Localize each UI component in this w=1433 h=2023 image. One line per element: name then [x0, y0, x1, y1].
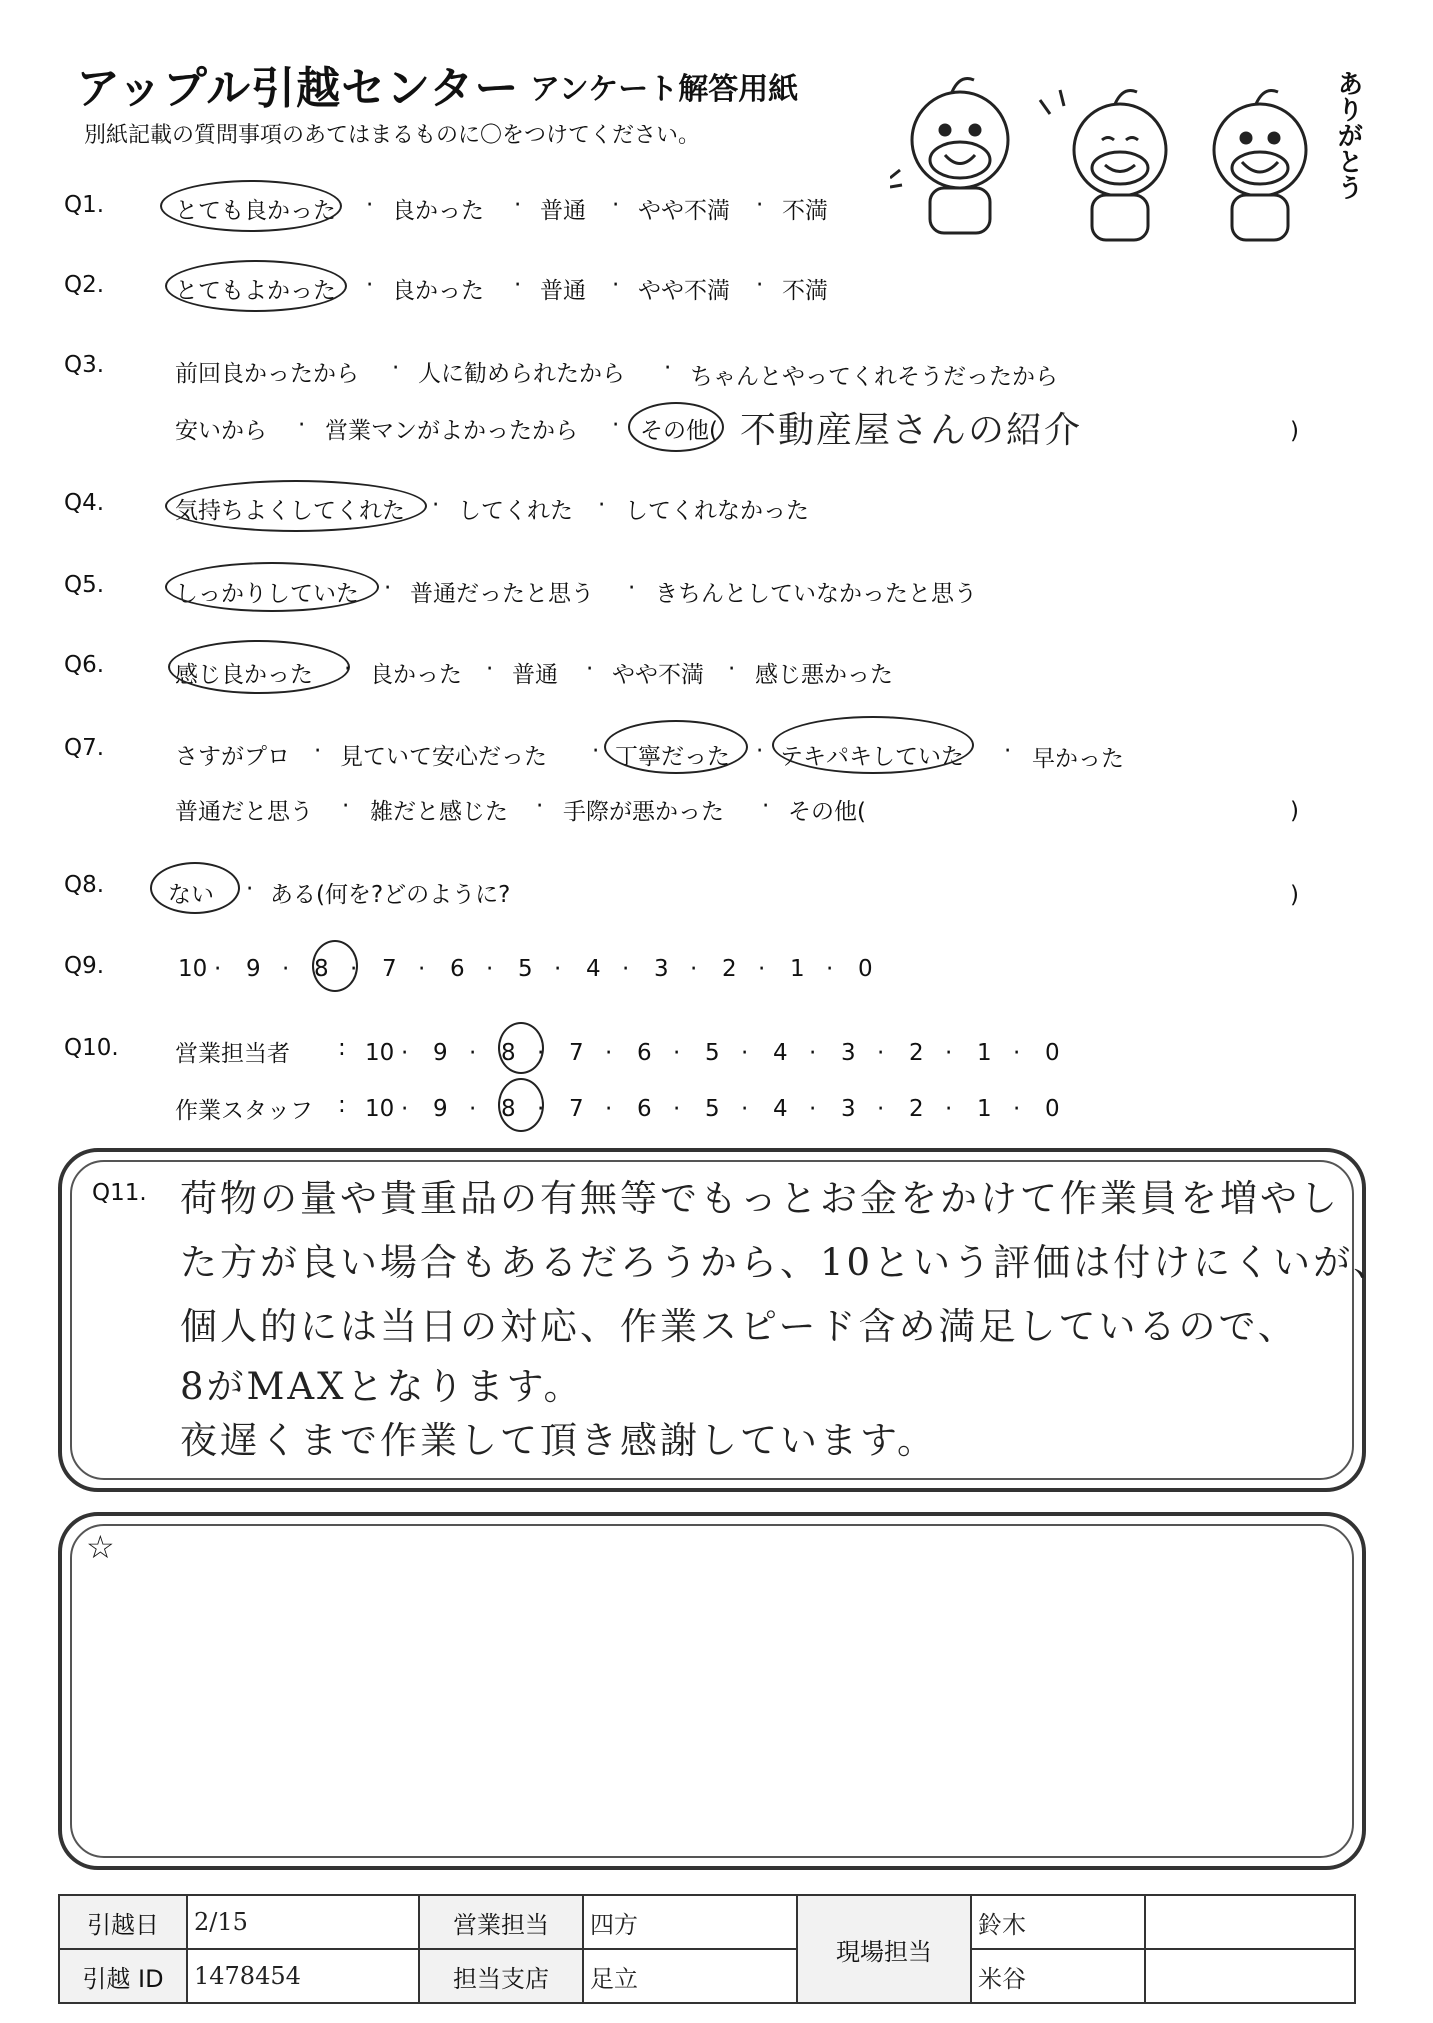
thanks-text: ありがとう	[1333, 70, 1363, 200]
q3-other-answer: 不動産屋さんの紹介	[740, 410, 1083, 451]
scale-separator: ·	[741, 1096, 749, 1122]
q5-label: Q5.	[64, 572, 105, 598]
scale-option[interactable]: 3	[654, 956, 669, 982]
q8-label: Q8.	[64, 872, 105, 898]
scale-separator: ·	[1013, 1040, 1021, 1066]
site-staff-label: 現場担当	[797, 1895, 971, 2003]
option-separator: ·	[342, 793, 350, 819]
scale-separator: ·	[622, 956, 630, 982]
q5-option[interactable]: 普通だったと思う	[410, 581, 594, 607]
scale-option[interactable]: 1	[790, 956, 805, 982]
scale-separator: ·	[469, 1040, 477, 1066]
q11-label: Q11.	[92, 1180, 147, 1206]
q6-option[interactable]: 感じ良かった	[175, 662, 313, 688]
sales-rep-value: 四方	[583, 1895, 797, 1949]
scale-separator: ·	[741, 1040, 749, 1066]
scale-separator: ·	[945, 1040, 953, 1066]
q6-option[interactable]: 良かった	[370, 662, 462, 688]
option-separator: ·	[756, 738, 764, 764]
q7-option[interactable]: 普通だと思う	[175, 799, 313, 825]
option-separator: ·	[486, 656, 494, 682]
option-separator: ·	[628, 575, 636, 601]
move-id-value: 1478454	[187, 1949, 419, 2003]
q3-close-paren: )	[1290, 418, 1299, 444]
site-staff-empty-2	[1145, 1949, 1355, 2003]
sales-rep-label: 営業担当	[419, 1895, 583, 1949]
q9-selection-circle	[312, 940, 358, 992]
q3-option[interactable]: ちゃんとやってくれそうだったから	[690, 364, 1058, 390]
scale-option[interactable]: 6	[450, 956, 465, 982]
scale-option[interactable]: 8	[501, 1096, 516, 1122]
scale-option[interactable]: 6	[637, 1040, 652, 1066]
q9-label: Q9.	[64, 953, 105, 979]
q2-option[interactable]: やや不満	[638, 278, 730, 304]
q4-option[interactable]: してくれなかった	[625, 498, 809, 524]
q3-option[interactable]: 安いから	[175, 418, 267, 444]
q6-option[interactable]: 普通	[512, 662, 558, 688]
scale-separator: ·	[401, 1040, 409, 1066]
scale-option[interactable]: 10	[365, 1096, 395, 1122]
site-staff-empty-1	[1145, 1895, 1355, 1949]
scale-option[interactable]: 0	[858, 956, 873, 982]
mascot-illustration	[890, 60, 1350, 250]
q5-selection-circle	[165, 562, 379, 612]
q11-comment-line: た方が良い場合もあるだろうから、10という評価は付けにくいが、	[180, 1241, 1394, 1284]
scale-separator: ·	[690, 956, 698, 982]
scale-separator: ·	[537, 1096, 545, 1122]
move-date-value: 2/15	[187, 1895, 419, 1949]
scale-separator: ·	[673, 1040, 681, 1066]
scale-separator: ·	[214, 956, 222, 982]
scale-separator: ·	[469, 1096, 477, 1122]
scale-option[interactable]: 7	[382, 956, 397, 982]
scale-option[interactable]: 0	[1045, 1040, 1060, 1066]
option-separator: ·	[612, 272, 620, 298]
instruction-text: 別紙記載の質問事項のあてはまるものに〇をつけてください。	[84, 123, 701, 148]
scale-separator: ·	[673, 1096, 681, 1122]
q7-selection-circle-polite	[604, 720, 748, 774]
option-separator: ·	[592, 738, 600, 764]
q1-option[interactable]: 良かった	[392, 198, 484, 224]
scale-option[interactable]: 3	[841, 1096, 856, 1122]
q10-sales-label: 営業担当者	[175, 1041, 290, 1067]
q5-option[interactable]: きちんとしていなかったと思う	[655, 581, 977, 607]
q4-selection-circle	[165, 480, 427, 532]
q8-close-paren: )	[1290, 882, 1299, 908]
option-separator: ·	[246, 876, 254, 902]
option-separator: ·	[762, 793, 770, 819]
additional-comment-box[interactable]	[58, 1512, 1366, 1870]
scale-option[interactable]: 8	[314, 956, 329, 982]
branch-label: 担当支店	[419, 1949, 583, 2003]
q3-option[interactable]: 前回良かったから	[175, 361, 359, 387]
survey-subtitle: アンケート解答用紙	[530, 72, 799, 107]
scale-option[interactable]: 9	[433, 1096, 448, 1122]
scale-option[interactable]: 2	[909, 1096, 924, 1122]
scale-separator: ·	[537, 1040, 545, 1066]
option-separator: ·	[298, 412, 306, 438]
q7-close-paren: )	[1290, 798, 1299, 824]
scale-separator: ·	[758, 956, 766, 982]
option-separator: ·	[536, 793, 544, 819]
q2-label: Q2.	[64, 272, 105, 298]
q10-staff-label: 作業スタッフ	[175, 1098, 313, 1124]
option-separator: ·	[514, 272, 522, 298]
scale-separator: ·	[1013, 1096, 1021, 1122]
option-separator: ·	[514, 192, 522, 218]
scale-separator: ·	[401, 1096, 409, 1122]
q7-label: Q7.	[64, 735, 105, 761]
q8-option[interactable]: ない	[168, 882, 214, 908]
q3-label: Q3.	[64, 352, 105, 378]
star-icon: ☆	[86, 1528, 115, 1566]
option-separator: ·	[728, 656, 736, 682]
scale-option[interactable]: 6	[637, 1096, 652, 1122]
scale-option[interactable]: 1	[977, 1096, 992, 1122]
scale-option[interactable]: 4	[773, 1040, 788, 1066]
q6-label: Q6.	[64, 652, 105, 678]
option-separator: ·	[392, 355, 400, 381]
q7-option[interactable]: 見ていて安心だった	[340, 744, 547, 770]
q2-option[interactable]: 普通	[540, 278, 586, 304]
q2-selection-circle	[165, 260, 347, 312]
q1-option[interactable]: 不満	[782, 198, 828, 224]
scale-separator: ·	[877, 1040, 885, 1066]
q3-option[interactable]: 営業マンがよかったから	[325, 418, 578, 444]
scale-separator: ·	[809, 1040, 817, 1066]
option-separator: ·	[344, 656, 352, 682]
scale-separator: ·	[605, 1096, 613, 1122]
scale-option[interactable]: 4	[773, 1096, 788, 1122]
option-separator: ·	[612, 412, 620, 438]
scale-option[interactable]: 7	[569, 1040, 584, 1066]
q7-selection-circle-brisk	[772, 716, 974, 774]
scale-option[interactable]: 3	[841, 1040, 856, 1066]
scale-option[interactable]: 9	[246, 956, 261, 982]
scale-separator: ·	[486, 956, 494, 982]
q4-option[interactable]: してくれた	[458, 498, 573, 524]
q2-option[interactable]: 不満	[782, 278, 828, 304]
scale-option[interactable]: 5	[705, 1096, 720, 1122]
site-staff-2: 米谷	[971, 1949, 1145, 2003]
q7-option[interactable]: 丁寧だった	[615, 744, 730, 770]
survey-title: アップル引越センター	[76, 63, 520, 114]
q11-comment-line: 個人的には当日の対応、作業スピード含め満足しているので、	[180, 1305, 1298, 1348]
scale-separator: ·	[282, 956, 290, 982]
move-info-table	[58, 1894, 1356, 2004]
scale-option[interactable]: 8	[501, 1040, 516, 1066]
q7-option[interactable]: 手際が悪かった	[563, 799, 724, 825]
q8-selection-circle	[150, 862, 240, 914]
q3-selection-circle	[628, 402, 724, 452]
option-separator: ·	[586, 656, 594, 682]
scale-option[interactable]: 5	[518, 956, 533, 982]
scale-separator: ·	[418, 956, 426, 982]
q7-option[interactable]: テキパキしていた	[780, 744, 964, 770]
q1-option[interactable]: 普通	[540, 198, 586, 224]
scale-separator: ·	[350, 956, 358, 982]
scale-option[interactable]: 7	[569, 1096, 584, 1122]
q8-option[interactable]: ある(何を?どのように?	[270, 882, 511, 908]
scale-separator: ·	[554, 956, 562, 982]
scale-option[interactable]: 4	[586, 956, 601, 982]
q11-comment-line: 荷物の量や貴重品の有無等でもっとお金をかけて作業員を増やし	[180, 1177, 1340, 1220]
option-separator: ·	[366, 192, 374, 218]
option-separator: ·	[598, 492, 606, 518]
q10-staff-colon: :	[338, 1092, 346, 1118]
scale-separator: ·	[809, 1096, 817, 1122]
option-separator: ·	[612, 192, 620, 218]
q11-comment-line: 夜遅くまで作業して頂き感謝しています。	[180, 1419, 938, 1462]
option-separator: ·	[314, 738, 322, 764]
scale-separator: ·	[605, 1040, 613, 1066]
q4-option[interactable]: 気持ちよくしてくれた	[175, 498, 405, 524]
scale-option[interactable]: 0	[1045, 1096, 1060, 1122]
scale-option[interactable]: 10	[178, 956, 208, 982]
move-id-label: 引越 ID	[59, 1949, 187, 2003]
q6-option[interactable]: 感じ悪かった	[755, 662, 893, 688]
q1-option[interactable]: とても良かった	[175, 198, 336, 224]
q3-option[interactable]: 人に勧められたから	[418, 361, 625, 387]
site-staff-1: 鈴木	[971, 1895, 1145, 1949]
q7-option-other[interactable]: その他(	[788, 799, 866, 825]
scale-option[interactable]: 2	[909, 1040, 924, 1066]
q7-option[interactable]: 早かった	[1032, 746, 1124, 772]
option-separator: ·	[432, 492, 440, 518]
scale-option[interactable]: 2	[722, 956, 737, 982]
option-separator: ·	[384, 575, 392, 601]
q2-option[interactable]: とてもよかった	[175, 278, 336, 304]
option-separator: ·	[756, 272, 764, 298]
option-separator: ·	[756, 192, 764, 218]
q1-selection-circle	[160, 180, 342, 232]
option-separator: ·	[1004, 738, 1012, 764]
scale-option[interactable]: 1	[977, 1040, 992, 1066]
q3-option-other[interactable]: その他(	[640, 418, 718, 444]
option-separator: ·	[664, 355, 672, 381]
q10-label: Q10.	[64, 1035, 119, 1061]
q2-option[interactable]: 良かった	[392, 278, 484, 304]
q7-option[interactable]: 雑だと感じた	[370, 799, 508, 825]
q6-option[interactable]: やや不満	[612, 662, 704, 688]
q4-label: Q4.	[64, 490, 105, 516]
q11-comment-line: 8がMAXとなります。	[180, 1365, 584, 1408]
scale-option[interactable]: 9	[433, 1040, 448, 1066]
q7-option[interactable]: さすがプロ	[175, 744, 290, 770]
move-date-label: 引越日	[59, 1895, 187, 1949]
scale-option[interactable]: 10	[365, 1040, 395, 1066]
scale-separator: ·	[877, 1096, 885, 1122]
q5-option[interactable]: しっかりしていた	[175, 581, 359, 607]
scale-option[interactable]: 5	[705, 1040, 720, 1066]
option-separator: ·	[366, 272, 374, 298]
scale-separator: ·	[826, 956, 834, 982]
q10-sales-colon: :	[338, 1035, 346, 1061]
q10-staff-selection-circle	[498, 1078, 544, 1132]
branch-value: 足立	[583, 1949, 797, 2003]
q1-label: Q1.	[64, 192, 105, 218]
q6-selection-circle	[168, 640, 350, 694]
scale-separator: ·	[945, 1096, 953, 1122]
q10-sales-selection-circle	[498, 1022, 544, 1074]
q1-option[interactable]: やや不満	[638, 198, 730, 224]
